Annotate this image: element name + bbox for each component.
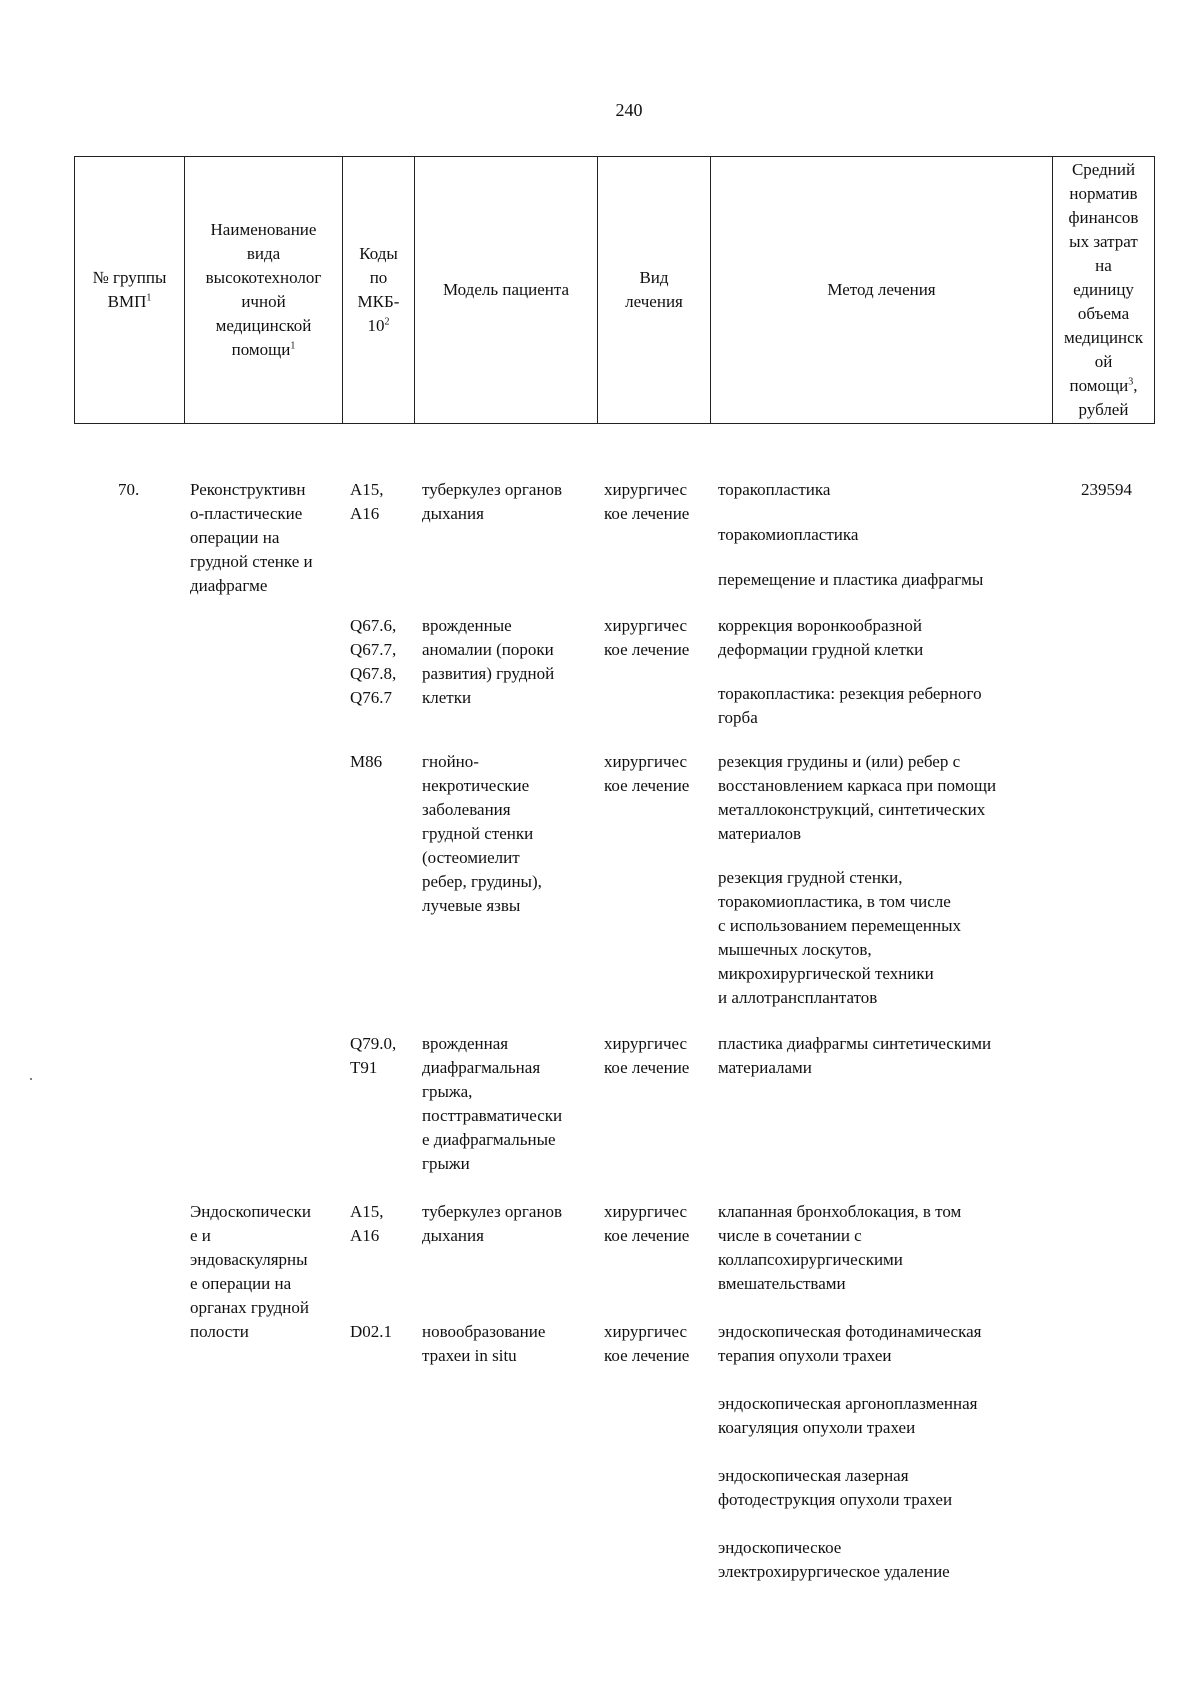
treatment-kind: хирургичес кое лечение [604, 1202, 690, 1245]
header-name: Наименование вида высокотехнолог ичной медицинской помощи$^1$ [185, 157, 343, 424]
treatment-method: эндоскопическая фотодинамическая терапия опухоли трахеи [718, 1322, 982, 1365]
header-cost: Средний норматив финансов ых затрат на единицу объема медицинск ой помощи$^3$, рублей [1053, 157, 1155, 424]
treatment-kind: хирургичес кое лечение [604, 752, 690, 795]
icd-codes: A15, A16 [350, 1202, 384, 1245]
header-method: Метод лечения [711, 157, 1053, 424]
patient-model: врожденная диафрагмальная грыжа, посттравматически е диафрагмальные грыжи [422, 1034, 563, 1173]
icd-codes: M86 [350, 752, 383, 771]
cost-value: 239594 [1081, 480, 1132, 499]
treatment-kind: хирургичес кое лечение [604, 480, 690, 523]
footnote-mark: 1 [146, 292, 152, 304]
scan-speck [30, 1078, 32, 1080]
icd-codes: A15, A16 [350, 480, 384, 523]
treatment-method: торакопластика [718, 480, 831, 499]
footnote-mark: 3 [1128, 376, 1134, 388]
treatment-method: резекция грудины и (или) ребер с восстановлением каркаса при помощи металлоконструкций, синтетических материалов [718, 752, 997, 843]
header-group-no: № группы ВМП$^1$ [75, 157, 185, 424]
table-header [74, 156, 1155, 424]
treatment-method: эндоскопическая лазерная фотодеструкция опухоли трахеи [718, 1466, 953, 1509]
icd-codes: Q79.0, T91 [350, 1034, 397, 1077]
treatment-kind: хирургичес кое лечение [604, 1034, 690, 1077]
patient-model: туберкулез органов дыхания [422, 1202, 563, 1245]
treatment-method: клапанная бронхоблокация, в том числе в сочетании с коллапсохирургическими вмешательствами [718, 1202, 962, 1293]
icd-codes: Q67.6, Q67.7, Q67.8, Q76.7 [350, 616, 397, 707]
patient-model: туберкулез органов дыхания [422, 480, 563, 523]
treatment-method: пластика диафрагмы синтетическими материалами [718, 1034, 992, 1077]
footnote-mark: 2 [384, 316, 390, 328]
treatment-kind: хирургичес кое лечение [604, 1322, 690, 1365]
icd-codes: D02.1 [350, 1322, 393, 1341]
treatment-method: эндоскопическое электрохирургическое удаление [718, 1538, 950, 1581]
treatment-method: торакомиопластика [718, 525, 859, 544]
patient-model: новообразование трахеи in situ [422, 1322, 546, 1365]
group-number: 70. [118, 480, 140, 499]
treatment-method: резекция грудной стенки, торакомиопластика, в том числе с использованием перемещенных мышечных лоскутов, микрохирургической техники и аллотрансплантатов [718, 868, 962, 1007]
treatment-method: эндоскопическая аргоноплазменная коагуляция опухоли трахеи [718, 1394, 978, 1437]
patient-model: гнойно- некротические заболевания грудной стенки (остеомиелит ребер, грудины), лучевые язвы [422, 752, 542, 915]
care-name: Реконструктивн о-пластические операции на грудной стенке и диафрагме [190, 480, 313, 595]
treatment-method: коррекция воронкообразной деформации грудной клетки [718, 616, 924, 659]
care-name: Эндоскопически е и эндоваскулярны е операции на органах грудной полости [190, 1202, 311, 1341]
patient-model: врожденные аномалии (пороки развития) грудной клетки [422, 616, 555, 707]
header-kind: Вид лечения [598, 157, 711, 424]
header-model: Модель пациента [415, 157, 598, 424]
treatment-method: перемещение и пластика диафрагмы [718, 570, 984, 589]
footnote-mark: 1 [290, 340, 296, 352]
treatment-kind: хирургичес кое лечение [604, 616, 690, 659]
page-number: 240 [615, 100, 643, 120]
header-codes: Коды по МКБ- $10^2$ [343, 157, 415, 424]
treatment-method: торакопластика: резекция реберного горба [718, 684, 982, 727]
